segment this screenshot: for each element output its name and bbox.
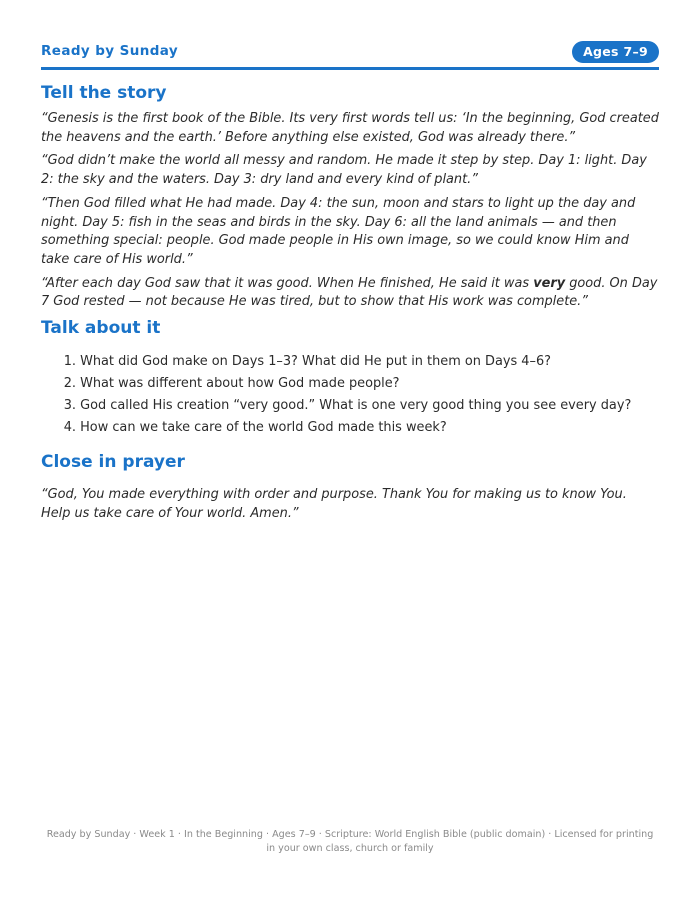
question-text: What was different about how God made people? <box>80 376 400 391</box>
story-paragraph-1: “Genesis is the first book of the Bible. Its very first words tell us: ‘In the beginning, God created the heavens and the earth.’ Before anything else existed, God was already there.” <box>41 111 659 145</box>
header-divider <box>41 67 659 70</box>
question-item <box>41 353 659 375</box>
question-item <box>41 419 659 441</box>
story-section <box>41 110 659 317</box>
story-emphasis-very: very <box>533 275 566 291</box>
story-paragraph-4 <box>41 275 659 312</box>
question-item <box>41 397 659 419</box>
section-title-close-in-prayer: Close in prayer <box>41 452 185 472</box>
page-footer: Ready by Sunday · Week 1 · In the Beginning · Ages 7–9 · Scripture: World English Bible (public domain) · Licensed for printing in your own class, church or family <box>46 829 654 854</box>
question-text: How can we take care of the world God made this week? <box>80 420 447 435</box>
section-title-talk-about-it: Talk about it <box>41 318 161 338</box>
question-number: 4. <box>63 420 76 435</box>
story-paragraph-2: “God didn’t make the world all messy and random. He made it step by step. Day 1: light. Day 2: the sky and the waters. Day 3: dry land and every kind of plant.” <box>41 153 647 188</box>
question-number: 2. <box>63 376 76 391</box>
story-paragraph-3: “Then God filled what He had made. Day 4: the sun, moon and stars to light up the day and night. Day 5: fish in the seas and birds in the sky. Day 6: all the land animals — and then something special: people. God made people in His own image, so we could know Him and take care of His world.” <box>41 195 636 267</box>
question-number: 3. <box>63 398 76 413</box>
age-badge: Ages 7–9 <box>572 41 659 63</box>
question-number: 1. <box>63 354 76 369</box>
question-text: God called His creation “very good.” What is one very good thing you see every day? <box>80 398 632 413</box>
question-item <box>41 375 659 397</box>
closing-prayer: “God, You made everything with order and purpose. Thank You for making us to know You. Help us take care of Your world. Amen.” <box>41 487 627 521</box>
story-paragraph-4-end: good. On Day 7 God rested — not because He was tired, but to show that His work was complete.” <box>41 275 658 310</box>
section-title-tell-the-story: Tell the story <box>41 83 167 103</box>
brand-name: Ready by Sunday <box>41 43 179 59</box>
story-paragraph-4-start: “After each day God saw that it was good. When He finished, He said it was <box>41 275 534 291</box>
discussion-questions <box>41 353 659 441</box>
page-header <box>41 40 659 64</box>
question-text: What did God make on Days 1–3? What did He put in them on Days 4–6? <box>80 354 551 369</box>
